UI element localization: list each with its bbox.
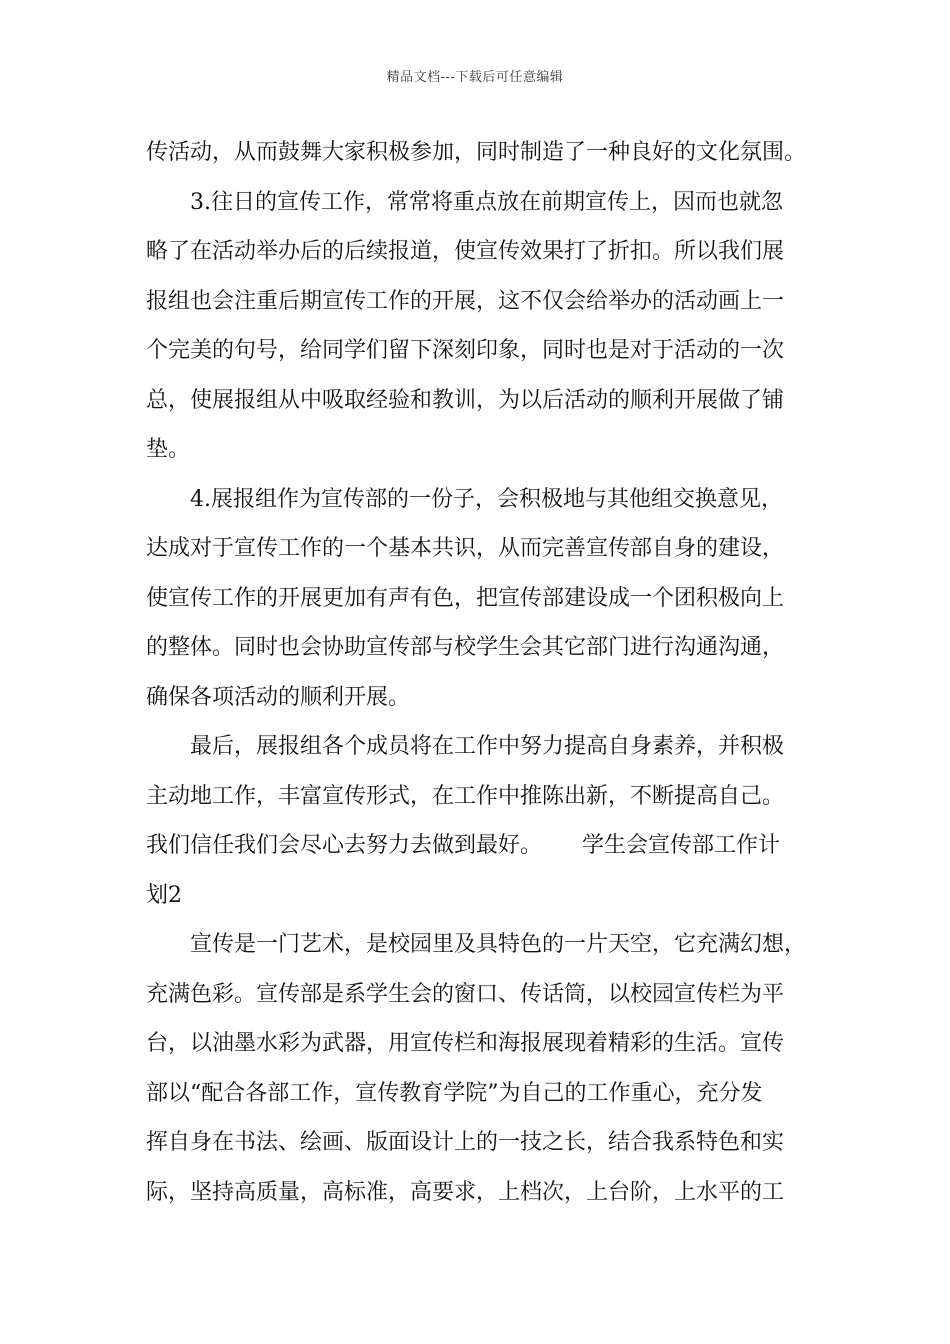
text-line: 3.往日的宣传工作，常常将重点放在前期宣传上，因而也就忽: [190, 189, 783, 215]
text-line: 个完美的句号，给同学们留下深刻印象，同时也是对于活动的一次: [146, 338, 785, 363]
text-line: 我们信任我们会尽心去努力去做到最好。: [146, 833, 543, 858]
text-line: 宣传是一门艺术，是校园里及具特色的一片天空，它充满幻想，: [190, 932, 807, 957]
text-line: 台，以油墨水彩为武器，用宣传栏和海报展现着精彩的生活。宣传: [146, 1031, 785, 1056]
text-line: 略了在活动举办后的后续报道，使宣传效果打了折扣。所以我们展: [146, 239, 785, 264]
text-line: 确保各项活动的顺利开展。: [146, 684, 411, 710]
text-line: 垫。: [146, 437, 191, 462]
text-line: 使宣传工作的开展更加有声有色，把宣传部建设成一个团积极向上: [146, 585, 785, 611]
text-line: 达成对于宣传工作的一个基本共识，从而完善宣传部自身的建设，: [146, 536, 785, 561]
page-header: 精品文档---下载后可任意编辑: [386, 70, 564, 85]
section-title-start: 学生会宣传部工作计: [582, 833, 781, 858]
text-line: 部以“配合各部工作，宣传教育学院”为自己的工作重心，充分发: [146, 1080, 763, 1106]
text-line-with-title: [146, 821, 836, 871]
text-line: 传活动，从而鼓舞大家积极参加，同时制造了一种良好的文化氛围。: [146, 140, 807, 165]
text-line: 的整体。同时也会协助宣传部与校学生会其它部门进行沟通沟通，: [146, 635, 785, 660]
text-line: 主动地工作，丰富宣传形式，在工作中推陈出新，不断提高自己。: [146, 783, 785, 809]
text-line: 际，坚持高质量，高标准，高要求，上档次，上台阶，上水平的工: [146, 1179, 785, 1205]
text-line: 最后，展报组各个成员将在工作中努力提高自身素养，并积极: [190, 734, 785, 759]
text-line: 总，使展报组从中吸取经验和教训，为以后活动的顺利开展做了铺: [146, 387, 785, 413]
text-line: 充满色彩。宣传部是系学生会的窗口、传话筒，以校园宣传栏为平: [146, 981, 785, 1007]
text-line: 4.展报组作为宣传部的一份子，会积极地与其他组交换意见，: [190, 486, 783, 512]
document-body: [146, 128, 836, 1217]
section-title-end: 划2: [146, 882, 182, 908]
text-line: 挥自身在书法、绘画、版面设计上的一技之长，结合我系特色和实: [146, 1130, 785, 1155]
text-line: 报组也会注重后期宣传工作的开展，这不仅会给举办的活动画上一: [146, 288, 785, 314]
